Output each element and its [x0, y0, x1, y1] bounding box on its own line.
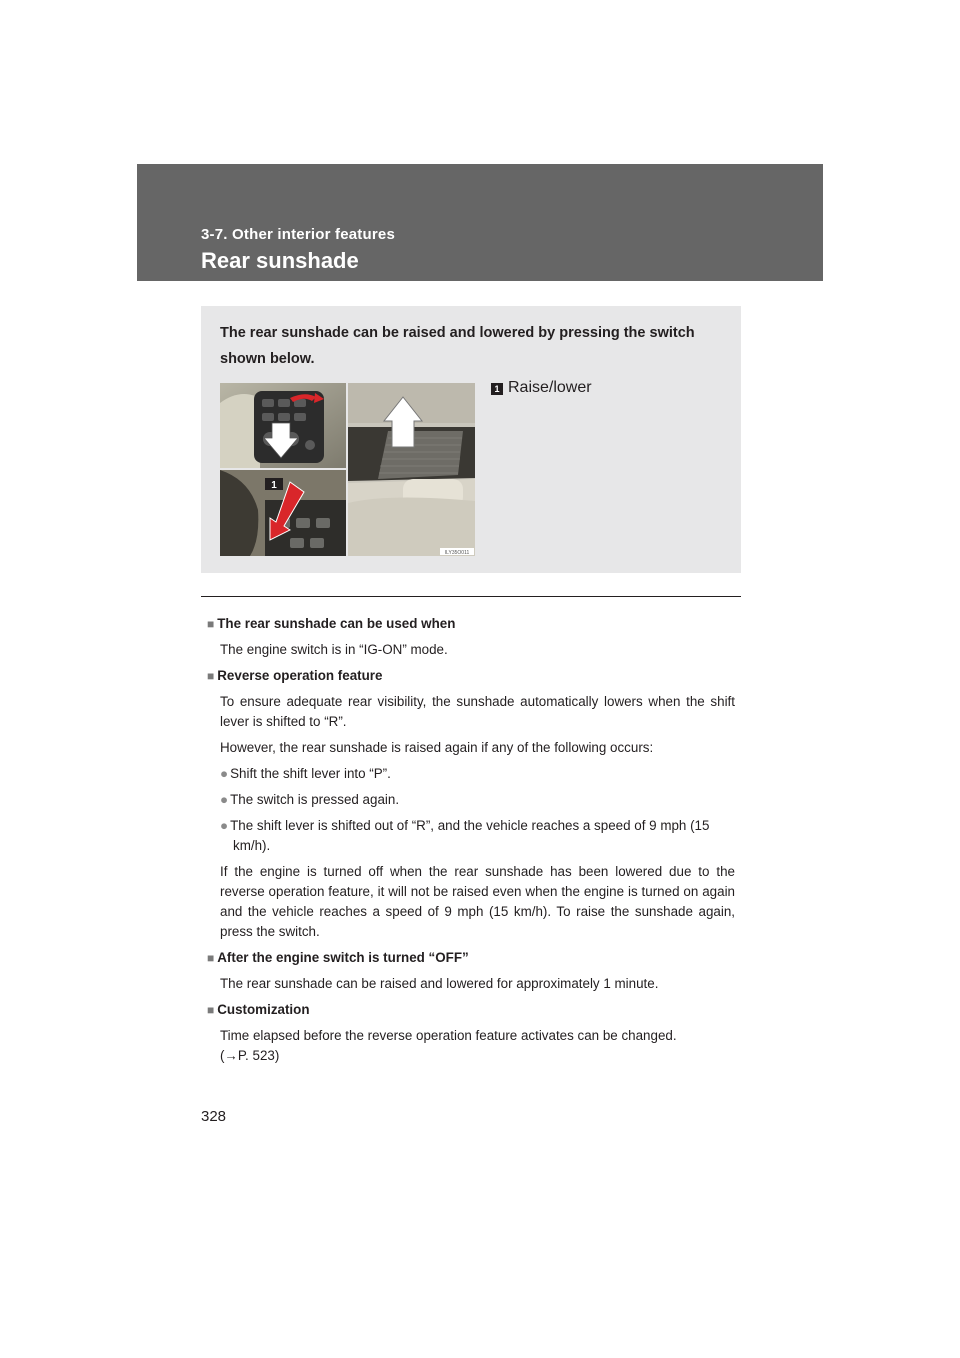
callout-number: 1 — [271, 480, 277, 491]
switch-closeup-photo — [220, 470, 346, 556]
note-heading: ■ Customization — [207, 1002, 310, 1017]
note-paragraph: The engine switch is in “IG-ON” mode. — [220, 642, 448, 657]
note-paragraph: If the engine is turned off when the rear sunshade has been lowered due to the reverse operation feature, it will not be raised even when the engine is turned on again and the vehicle reaches a speed of 9 mph (15 km/h). To raise the sunshade again, press the switch. — [220, 864, 735, 939]
callout-number-badge: 1 — [491, 383, 503, 395]
notes-content — [207, 614, 735, 1072]
bullet-item: ● The shift lever is shifted out of “R”, and the vehicle reaches a speed of 9 mph (15 km/h). — [220, 818, 710, 853]
callout-label — [491, 379, 592, 397]
note-heading: ■ Reverse operation feature — [207, 668, 383, 683]
switch-panel-photo — [220, 383, 346, 468]
page-reference-link[interactable]: (→P. 523) — [220, 1048, 280, 1063]
note-heading: ■ The rear sunshade can be used when — [207, 616, 456, 631]
bullet-item: ● Shift the shift lever into “P”. — [220, 766, 391, 781]
section-divider — [201, 596, 741, 597]
page-number: 328 — [201, 1108, 227, 1125]
note-paragraph: Time elapsed before the reverse operation feature activates can be changed. — [220, 1028, 677, 1043]
section-label: 3-7. Other interior features — [201, 226, 395, 243]
page-title: Rear sunshade — [201, 248, 359, 273]
rear-window-photo — [348, 383, 475, 556]
callout-label-text: Raise/lower — [508, 379, 592, 396]
bullet-item: ● The switch is pressed again. — [220, 792, 400, 807]
image-code: ILY35O011 — [444, 550, 470, 556]
intro-text: The rear sunshade can be raised and lowered by pressing the switch shown below. — [220, 325, 695, 367]
note-heading: ■ After the engine switch is turned “OFF” — [207, 950, 469, 965]
note-paragraph: The rear sunshade can be raised and lowered for approximately 1 minute. — [220, 976, 659, 991]
note-paragraph: To ensure adequate rear visibility, the sunshade automatically lowers when the shift lever is shifted to “R”. — [220, 694, 735, 729]
note-paragraph: However, the rear sunshade is raised again if any of the following occurs: — [220, 740, 654, 755]
